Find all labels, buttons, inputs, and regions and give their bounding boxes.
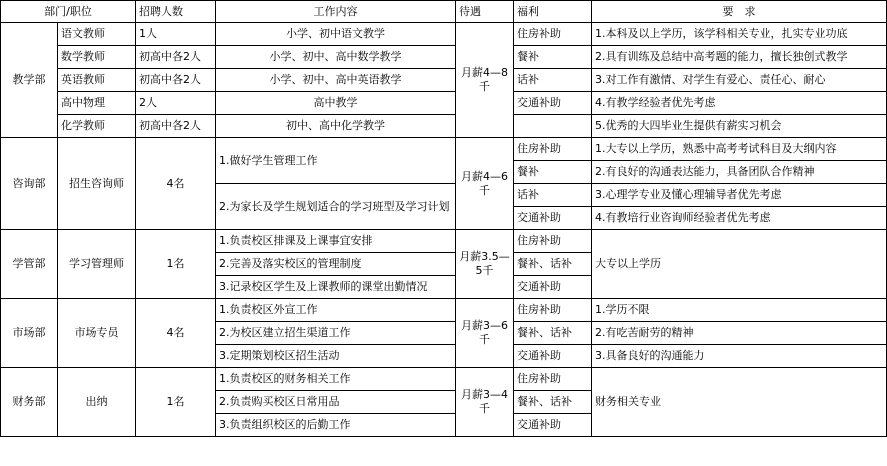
dept-cell: 学管部 — [1, 230, 58, 299]
content-cell: 高中教学 — [216, 92, 456, 115]
header-row — [1, 1, 887, 23]
welfare-cell: 交通补助 — [514, 414, 592, 437]
content-cell: 3.负责组织校区的后勤工作 — [216, 414, 456, 437]
header-salary: 待遇 — [456, 1, 514, 23]
requirement-cell: 3.心理学专业及懂心理辅导者优先考虑 — [592, 184, 887, 207]
salary-cell: 月薪3.5—5千 — [456, 230, 514, 299]
welfare-cell: 餐补 — [514, 46, 592, 69]
dept-cell: 教学部 — [1, 23, 58, 138]
content-cell: 3.记录校区学生及上课教师的课堂出勤情况 — [216, 276, 456, 299]
requirement-cell: 2.有良好的沟通表达能力，具备团队合作精神 — [592, 161, 887, 184]
table-row — [1, 92, 887, 115]
table-row — [1, 138, 887, 161]
content-cell: 小学、初中、高中英语教学 — [216, 69, 456, 92]
requirement-cell: 3.对工作有激情、对学生有爱心、责任心、耐心 — [592, 69, 887, 92]
content-cell: 2.负责购买校区日常用品 — [216, 391, 456, 414]
header-content: 工作内容 — [216, 1, 456, 23]
welfare-cell: 交通补助 — [514, 207, 592, 230]
count-cell: 初高中各2人 — [136, 46, 216, 69]
requirement-cell: 2.有吃苦耐劳的精神 — [592, 322, 887, 345]
count-cell: 4名 — [136, 299, 216, 368]
count-cell: 1名 — [136, 368, 216, 437]
count-cell: 初高中各2人 — [136, 69, 216, 92]
welfare-cell — [514, 115, 592, 138]
content-cell: 1.做好学生管理工作 — [216, 138, 456, 184]
welfare-cell: 话补 — [514, 184, 592, 207]
welfare-cell: 餐补 — [514, 161, 592, 184]
table-row — [1, 368, 887, 391]
requirement-cell: 1.学历不限 — [592, 299, 887, 322]
content-cell: 小学、初中、高中数学教学 — [216, 46, 456, 69]
header-dept: 部门/职位 — [1, 1, 136, 23]
position-cell: 语文教师 — [58, 23, 136, 46]
welfare-cell: 住房补助 — [514, 368, 592, 391]
position-cell: 高中物理 — [58, 92, 136, 115]
position-cell: 英语教师 — [58, 69, 136, 92]
table-row — [1, 230, 887, 253]
welfare-cell: 住房补助 — [514, 299, 592, 322]
dept-cell: 财务部 — [1, 368, 58, 437]
requirement-cell: 大专以上学历 — [592, 230, 887, 299]
count-cell: 初高中各2人 — [136, 115, 216, 138]
salary-cell: 月薪3—6千 — [456, 299, 514, 368]
welfare-cell: 餐补、话补 — [514, 322, 592, 345]
salary-cell: 月薪4—8千 — [456, 23, 514, 138]
table-row — [1, 115, 887, 138]
content-cell: 2.完善及落实校区的管理制度 — [216, 253, 456, 276]
salary-cell: 月薪3—4千 — [456, 368, 514, 437]
count-cell: 2人 — [136, 92, 216, 115]
welfare-cell: 餐补、话补 — [514, 253, 592, 276]
count-cell: 1人 — [136, 23, 216, 46]
welfare-cell: 住房补助 — [514, 23, 592, 46]
content-cell: 1.负责校区的财务相关工作 — [216, 368, 456, 391]
welfare-cell: 话补 — [514, 69, 592, 92]
dept-cell: 咨询部 — [1, 138, 58, 230]
header-count: 招聘人数 — [136, 1, 216, 23]
content-cell: 2.为家长及学生规划适合的学习班型及学习计划 — [216, 184, 456, 230]
header-welfare: 福利 — [514, 1, 592, 23]
requirement-cell: 1.大专以上学历，熟悉中高考考试科目及大纲内容 — [592, 138, 887, 161]
requirement-cell: 1.本科及以上学历，该学科相关专业，扎实专业功底 — [592, 23, 887, 46]
content-cell: 小学、初中语文教学 — [216, 23, 456, 46]
position-cell: 市场专员 — [58, 299, 136, 368]
requirement-cell: 财务相关专业 — [592, 368, 887, 437]
position-cell: 数学教师 — [58, 46, 136, 69]
requirement-cell: 4.有教培行业咨询师经验者优先考虑 — [592, 207, 887, 230]
content-cell: 1.负责校区外宣工作 — [216, 299, 456, 322]
salary-cell: 月薪4—6千 — [456, 138, 514, 230]
dept-cell: 市场部 — [1, 299, 58, 368]
table-row — [1, 46, 887, 69]
table-row — [1, 69, 887, 92]
content-cell: 2.为校区建立招生渠道工作 — [216, 322, 456, 345]
position-cell: 化学教师 — [58, 115, 136, 138]
content-cell: 1.负责校区排课及上课事宜安排 — [216, 230, 456, 253]
welfare-cell: 交通补助 — [514, 92, 592, 115]
welfare-cell: 住房补助 — [514, 138, 592, 161]
table-row — [1, 299, 887, 322]
position-cell: 出纳 — [58, 368, 136, 437]
requirement-cell: 4.有教学经验者优先考虑 — [592, 92, 887, 115]
content-cell: 初中、高中化学教学 — [216, 115, 456, 138]
requirement-cell: 2.具有训练及总结中高考题的能力，擅长独创式教学 — [592, 46, 887, 69]
count-cell: 4名 — [136, 138, 216, 230]
count-cell: 1名 — [136, 230, 216, 299]
position-cell: 学习管理师 — [58, 230, 136, 299]
requirement-cell: 3.具备良好的沟通能力 — [592, 345, 887, 368]
table-row — [1, 23, 887, 46]
welfare-cell: 交通补助 — [514, 276, 592, 299]
position-cell: 招生咨询师 — [58, 138, 136, 230]
welfare-cell: 交通补助 — [514, 345, 592, 368]
requirement-cell: 5.优秀的大四毕业生提供有薪实习机会 — [592, 115, 887, 138]
welfare-cell: 住房补助 — [514, 230, 592, 253]
header-requirements: 要 求 — [592, 1, 887, 23]
content-cell: 3.定期策划校区招生活动 — [216, 345, 456, 368]
welfare-cell: 餐补、话补 — [514, 391, 592, 414]
